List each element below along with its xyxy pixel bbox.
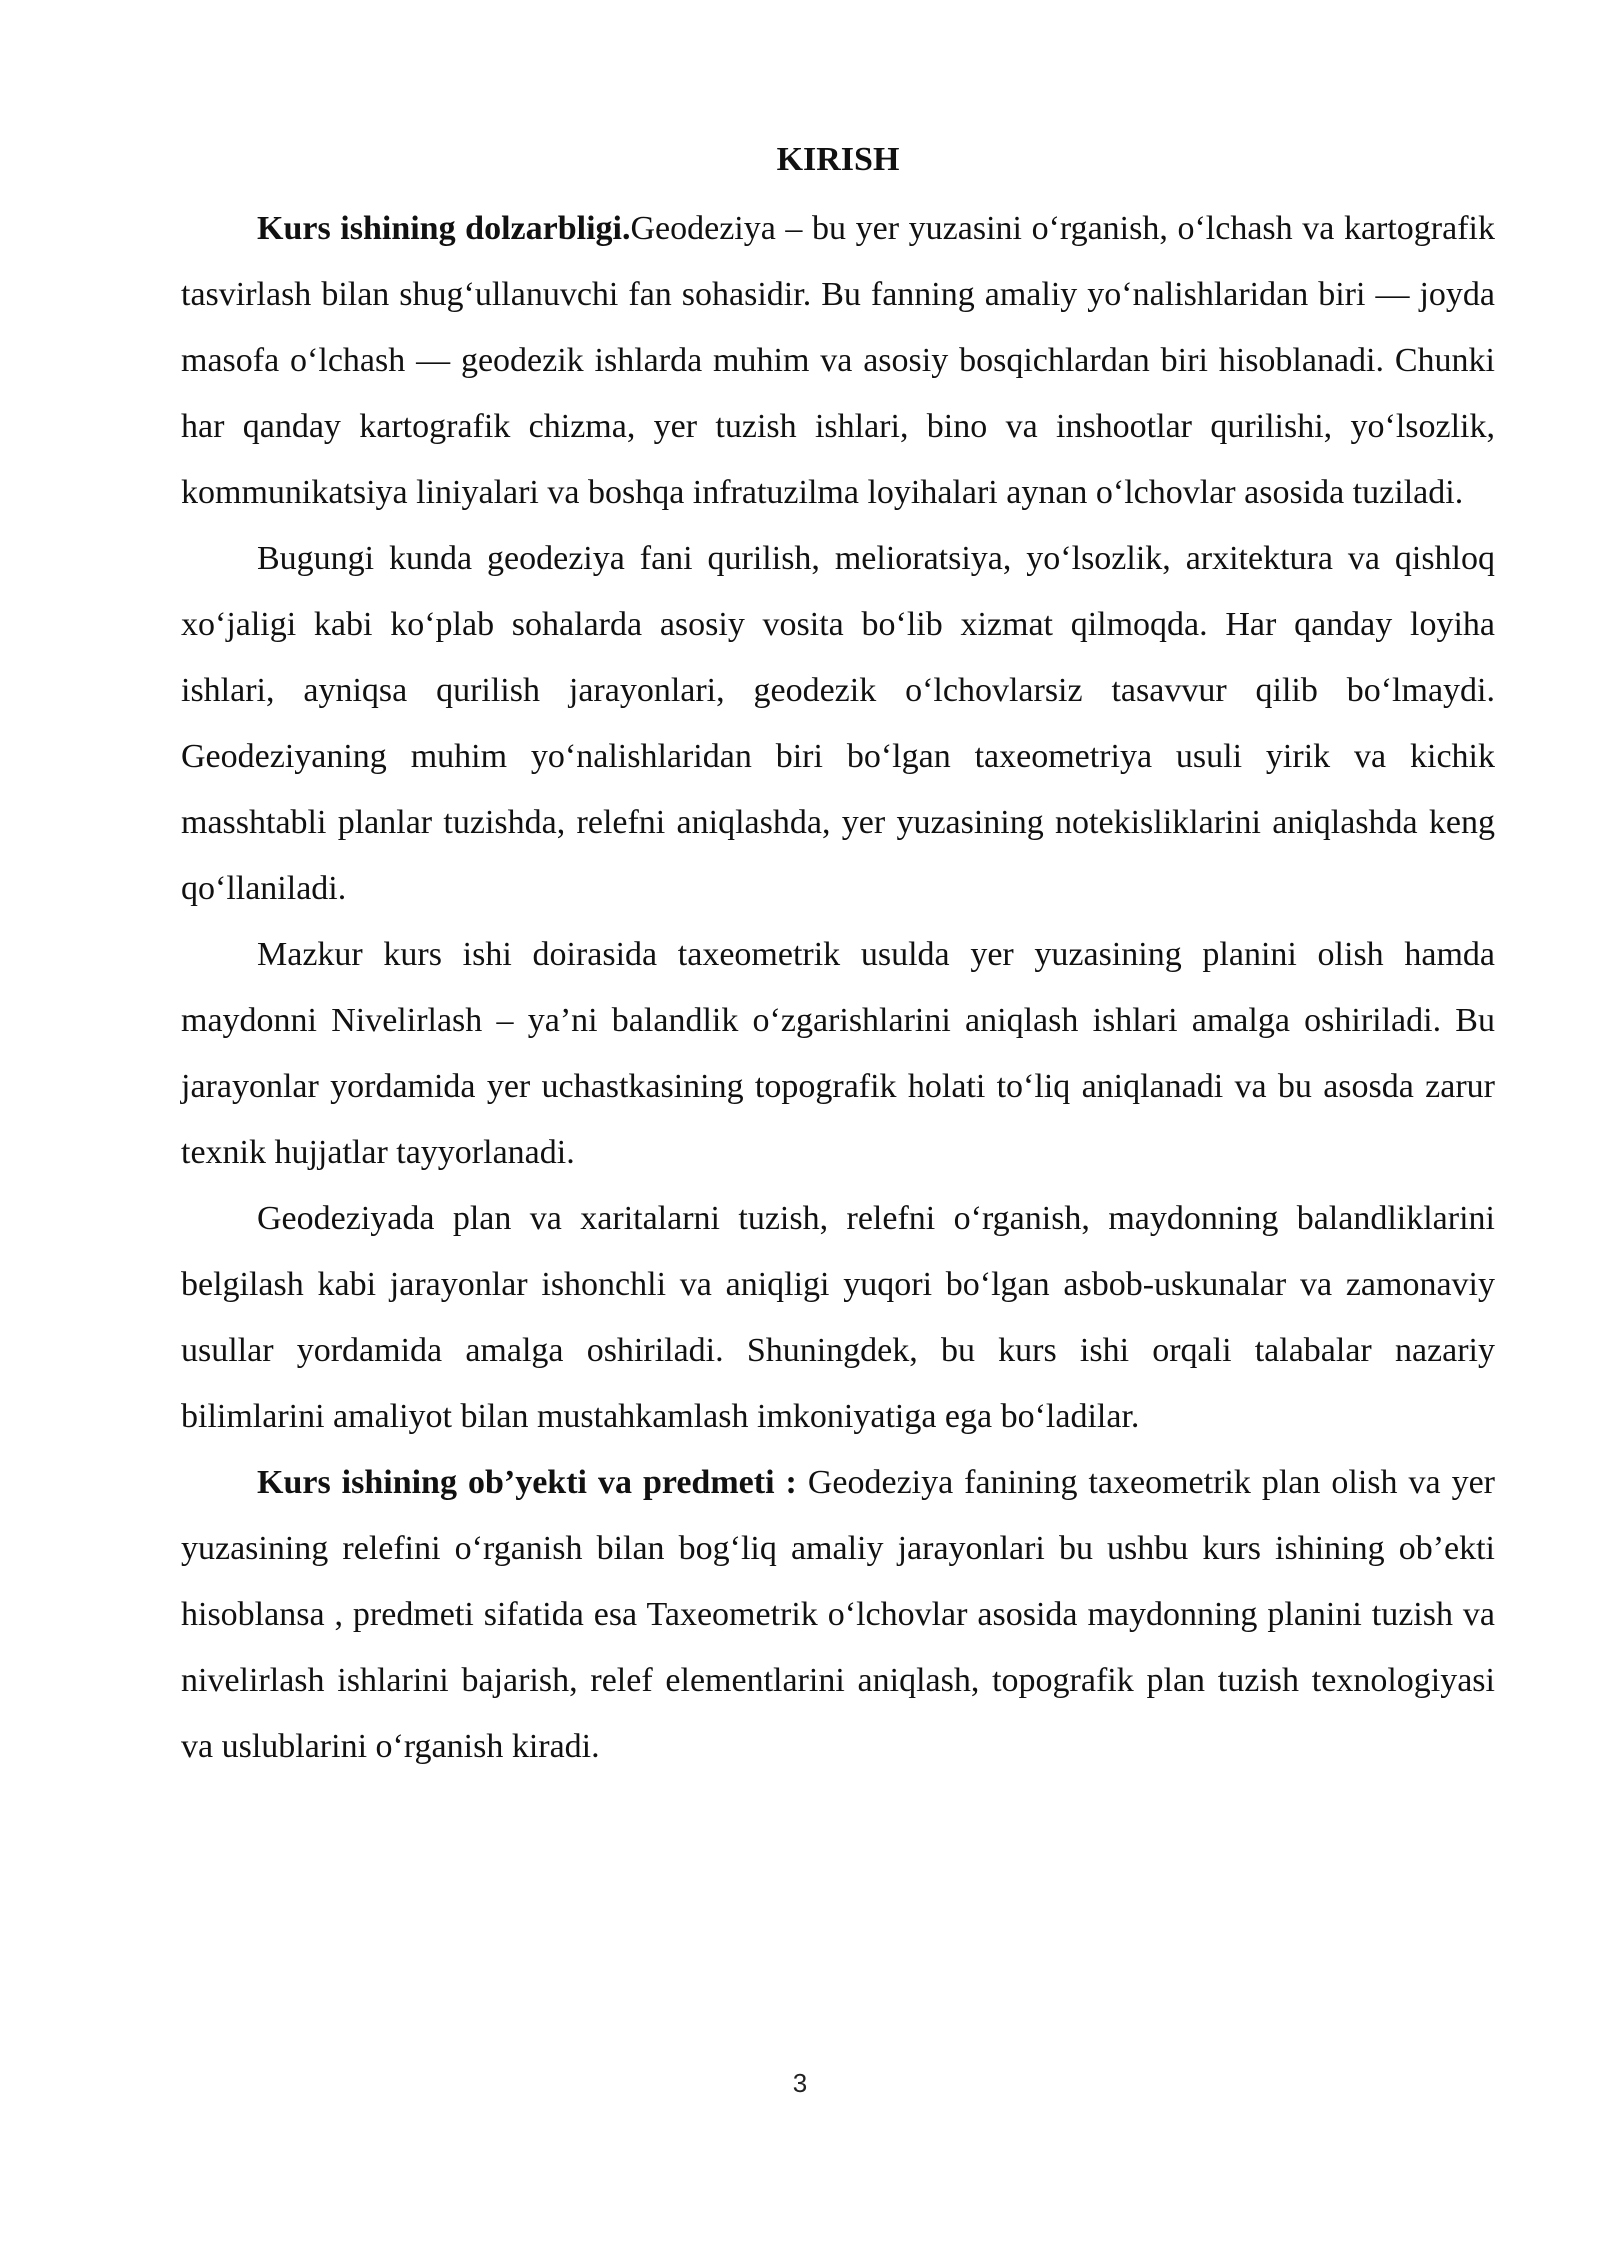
- paragraph-course-scope: [181, 922, 1495, 1186]
- paragraph-text: Mazkur kurs ishi doirasida taxeometrik usulda yer yuzasining planini olish hamda maydonni Nivelirlash – ya’ni balandlik o‘zgarishlarini aniqlash ishlari amalga oshiriladi. Bu jarayonlar yordamida yer uchastkasining topografik holati to‘liq aniqlanadi va bu asosda zarur texnik hujjatlar tayyorlanadi.: [181, 936, 1495, 1171]
- paragraph-lead: Kurs ishining ob’yekti va predmeti :: [257, 1464, 808, 1501]
- paragraph-text: Geodeziya – bu yer yuzasini o‘rganish, o‘lchash va kartografik tasvirlash bilan shug‘ullanuvchi fan sohasidir. Bu fanning amaliy yo‘nalishlaridan biri — joyda masofa o‘lchash — geodezik ishlarda muhim va asosiy bosqichlardan biri hisoblanadi. Chunki har qanday kartografik chizma, yer tuzish ishlari, bino va inshootlar qurilishi, yo‘lsozlik, kommunikatsiya liniyalari va boshqa infratuzilma loyihalari aynan o‘lchovlar asosida tuziladi.: [181, 210, 1495, 511]
- paragraph-text: Geodeziya fanining taxeometrik plan olish va yer yuzasining relefini o‘rganish bilan bog‘liq amaliy jarayonlari bu ushbu kurs ishining ob’ekti hisoblansa , predmeti sifatida esa Taxeometrik o‘lchovlar asosida maydonning planini tuzish va nivelirlash ishlarini bajarish, relef elementlarini aniqlash, topografik plan tuzish texnologiyasi va uslublarini o‘rganish kiradi.: [181, 1464, 1495, 1765]
- paragraph-text: Geodeziyada plan va xaritalarni tuzish, relefni o‘rganish, maydonning balandliklarini belgilash kabi jarayonlar ishonchli va aniqligi yuqori bo‘lgan asbob-uskunalar va zamonaviy usullar yordamida amalga oshiriladi. Shuningdek, bu kurs ishi orqali talabalar nazariy bilimlarini amaliyot bilan mustahkamlash imkoniyatiga ega bo‘ladilar.: [181, 1200, 1495, 1435]
- paragraph-text: Bugungi kunda geodeziya fani qurilish, melioratsiya, yo‘lsozlik, arxitektura va qishloq xo‘jaligi kabi ko‘plab sohalarda asosiy vosita bo‘lib xizmat qilmoqda. Har qanday loyiha ishlari, ayniqsa qurilish jarayonlari, geodezik o‘lchovlarsiz tasavvur qilib bo‘lmaydi. Geodeziyaning muhim yo‘nalishlaridan biri bo‘lgan taxeometriya usuli yirik va kichik masshtabli planlar tuzishda, relefni aniqlashda, yer yuzasining notekisliklarini aniqlashda keng qo‘llaniladi.: [181, 540, 1495, 907]
- paragraph-lead: Kurs ishining dolzarbligi.: [257, 210, 631, 247]
- paragraph-object-subject: [181, 1450, 1495, 1780]
- paragraph-methods: [181, 1186, 1495, 1450]
- section-heading: KIRISH: [776, 141, 900, 178]
- page-number: 3: [792, 2068, 808, 2098]
- paragraph-geodesy-today: [181, 526, 1495, 922]
- body-text: [181, 130, 1495, 1780]
- paragraph-relevance: [181, 196, 1495, 526]
